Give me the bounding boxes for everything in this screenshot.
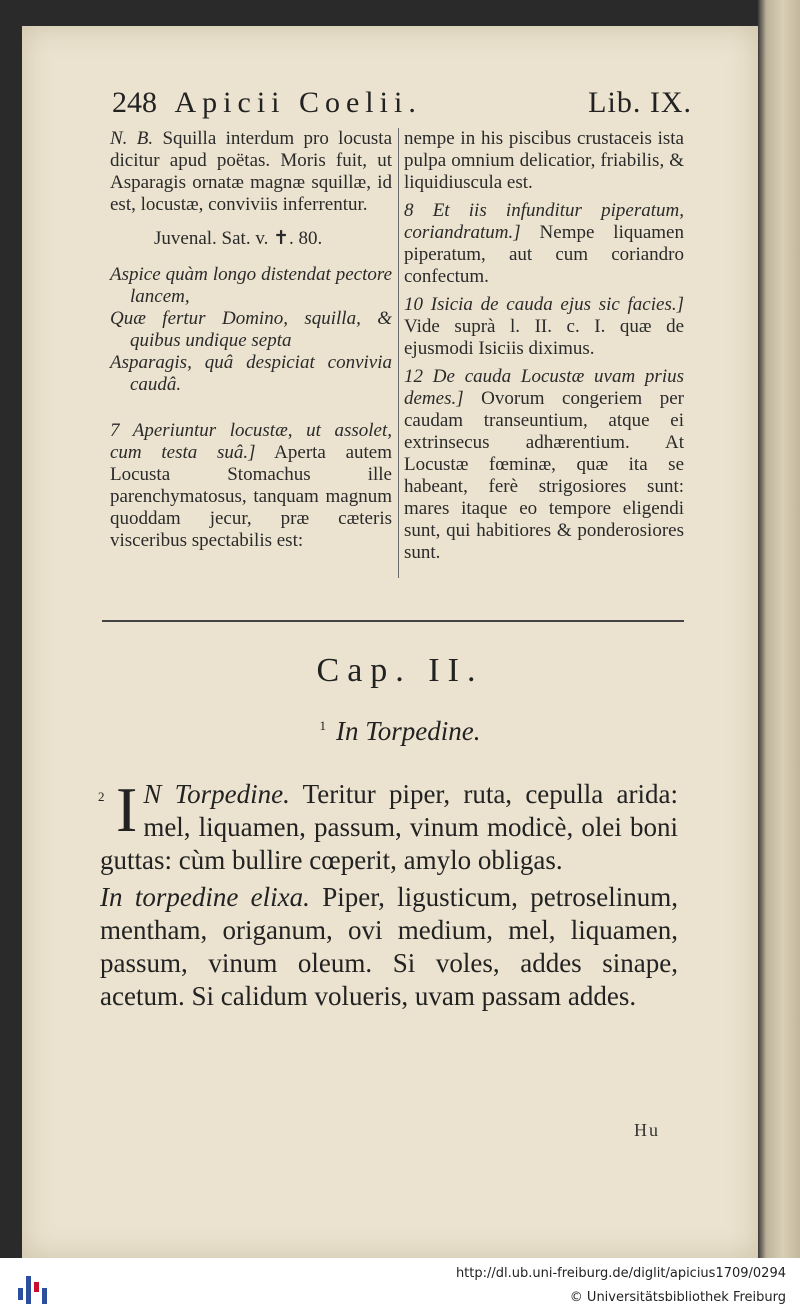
left-column — [110, 128, 392, 558]
main-text — [98, 774, 678, 1017]
note-8 — [404, 200, 684, 288]
note-12 — [404, 366, 684, 564]
paragraph-1-note-number: 2 — [98, 789, 105, 804]
verse-line: Quæ fertur Domino, squilla, & quibus undique septa — [110, 308, 392, 351]
note-7-lemma: 7 Aperiuntur locustæ, ut assolet, cum testa suâ.] — [110, 420, 392, 463]
note-12-text: Ovorum congeriem per caudam transeuntium, atque ei extrinsecus adhærentium. At Locustæ fœminæ, quæ ita se habeant, ferè strigosiores sunt: mares itaque eo tempore eligendi sunt, qui habitiores & ponderosiores sunt. — [404, 388, 684, 563]
running-header — [112, 86, 692, 120]
subheading-note-number: 1 — [319, 718, 326, 733]
note-nb-text: Squilla interdum pro locusta dicitur apud poëtas. Moris fuit, ut Asparagis ornatæ magnæ squillæ, id est, locustæ, conviviis inferrentur. — [110, 128, 392, 215]
running-title: Apicii Coelii. — [174, 86, 422, 119]
book-number: Lib. IX. — [588, 86, 692, 119]
note-7 — [110, 420, 392, 552]
verse-line: Asparagis, quâ despiciat convivia caudâ. — [110, 352, 392, 395]
paragraph-2 — [100, 881, 678, 1013]
page-number: 248 — [112, 86, 157, 119]
note-nb-label: N. B. — [110, 128, 154, 149]
verse-line: Aspice quàm longo distendat pectore lancem, — [110, 264, 392, 307]
university-logo-icon[interactable] — [14, 1268, 54, 1308]
drop-cap: I — [116, 774, 138, 845]
paragraph-1 — [98, 774, 678, 877]
note-10-lemma: 10 Isicia de cauda ejus sic facies.] — [404, 294, 684, 315]
juvenal-reference: Juvenal. Sat. v. ✝. 80. — [154, 228, 323, 249]
note-10 — [404, 294, 684, 360]
note-10-text: Vide suprà l. II. c. I. quæ de ejusmodi Isiciis diximus. — [404, 316, 684, 359]
note-7-continued: nempe in his piscibus crustaceis ista pulpa omnium delicatior, friabilis, & liquidiuscula est. — [404, 128, 684, 193]
column-divider — [398, 128, 399, 578]
paragraph-1-text: Teritur piper, ruta, cepulla arida: mel, liquamen, passum, vinum modicè, olei boni guttas: cùm bullire cœperit, amylo obligas. — [100, 779, 678, 875]
copyright-notice: © Universitätsbibliothek Freiburg — [569, 1290, 786, 1305]
note-8-text: Nempe liquamen piperatum, aut cum coriandro confectum. — [404, 222, 684, 287]
paragraph-1-lemma: N Torpedine. — [143, 779, 290, 809]
note-8-lemma: 8 Et iis infunditur piperatum, coriandratum.] — [404, 200, 684, 243]
next-page-edge — [758, 0, 800, 1258]
note-12-lemma: 12 De cauda Locustæ uvam prius demes.] — [404, 366, 684, 409]
chapter-subheading — [0, 716, 800, 747]
note-7-text: Aperta autem Locusta Stomachus ille parenchymatosus, tanquam magnum quoddam jecur, præ cæteris visceribus spectabilis est: — [110, 442, 392, 551]
viewer-footer — [0, 1258, 800, 1315]
catchword: Hu — [634, 1120, 660, 1140]
paragraph-2-text: Piper, ligusticum, petroselinum, mentham, origanum, ovi medium, mel, liquamen, passum, vinum oleum. Si voles, addes sinape, acetum. Si calidum volueris, uvam passam addes. — [100, 882, 678, 1011]
right-column — [404, 128, 684, 570]
note-nb — [110, 128, 392, 216]
verse-quote — [110, 264, 392, 396]
permalink[interactable]: http://dl.ub.uni-freiburg.de/diglit/apicius1709/0294 — [455, 1266, 786, 1281]
subheading-text: In Torpedine. — [335, 716, 481, 746]
paragraph-2-lemma: In torpedine elixa. — [100, 882, 310, 912]
chapter-heading: Cap. II. — [316, 652, 484, 689]
horizontal-rule — [102, 620, 684, 622]
